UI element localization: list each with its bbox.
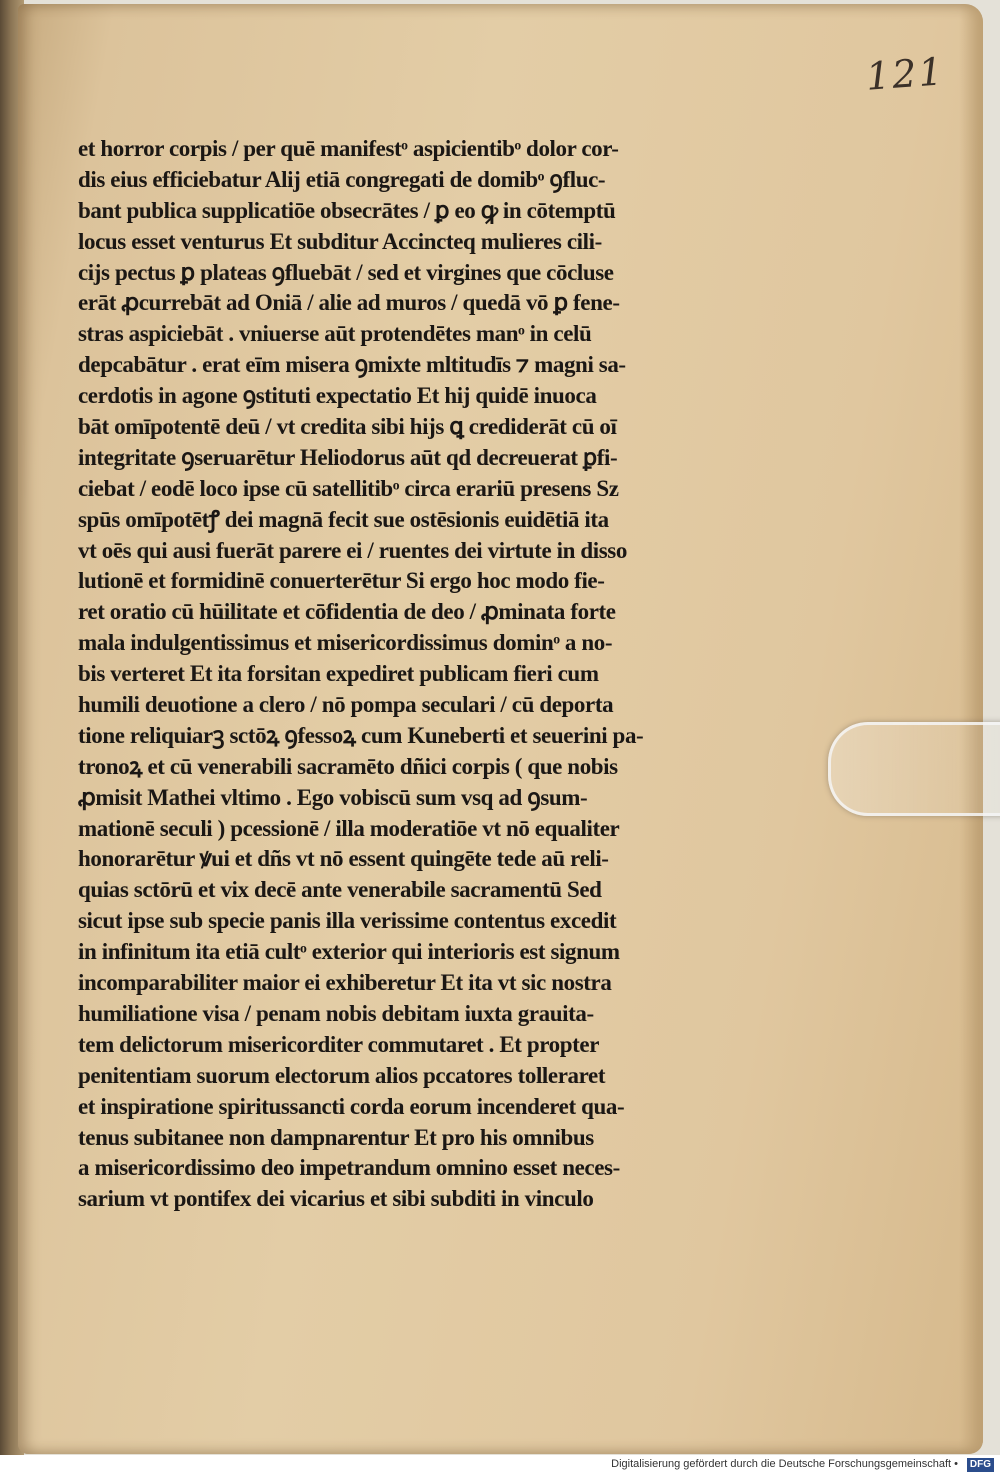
text-line: humiliatione visa / penam nobis debitam iuxta grauita- (78, 1000, 594, 1026)
text-line: bāt omīpotentē deū / vt credita sibi hijs ꝗ crediderāt cū oī (78, 414, 617, 440)
text-line: mala indulgentissimus et misericordissimus dominᵒ a no- (78, 630, 613, 656)
text-line: lutionē et formidinē conuerterētur Si ergo hoc modo fie- (78, 568, 605, 594)
text-line: humili deuotione a clero / nō pompa seculari / cū deporta (78, 692, 614, 718)
text-line: honorarētur ꝟui et dñs vt nō essent quingēte tede aū reli- (78, 846, 609, 872)
text-line: in infinitum ita etiā cultᵒ exterior qui interioris est signum (78, 939, 620, 965)
text-line: vt oēs qui ausi fuerāt parere ei / ruentes dei virtute in disso (78, 537, 627, 563)
text-line: et horror corpis / per quē manifestᵒ aspicientibᵒ dolor cor- (78, 136, 619, 161)
text-line: dis eius efficiebatur Alij etiā congregati de domibᵒ ꝯfluc- (78, 166, 606, 192)
text-line: locus esset venturus Et subditur Accincteq mulieres cili- (78, 228, 602, 254)
text-line: cijs pectus ꝑ plateas ꝯfluebāt / sed et virgines que cōcluse (78, 259, 614, 285)
body-text (78, 134, 718, 1215)
text-line: erāt ꝓcurrebāt ad Oniā / alie ad muros / quedā vō ꝑ fene- (78, 290, 620, 316)
funding-credit: Digitalisierung gefördert durch die Deutsche Forschungsgemeinschaft • (611, 1458, 958, 1470)
text-line: depcabātur . erat eīm misera ꝯmixte mltitudīs ⁊ magni sa- (78, 352, 626, 378)
folio-number: 121 (864, 49, 946, 99)
text-line: quias sctōrū et vix decē ante venerabile sacramentū Sed (78, 877, 602, 903)
text-line: tronoꝝ et cū venerabili sacramēto dñici corpis ( que nobis (78, 753, 618, 779)
footer-bar (0, 1455, 1000, 1476)
scanner-clip (828, 722, 1000, 816)
text-line: ret oratio cū hūilitate et cōfidentia de deo / ꝓminata forte (78, 599, 616, 625)
text-line: sarium vt pontifex dei vicarius et sibi subditi in vinculo (78, 1186, 594, 1212)
text-line: tione reliquiarꝫ sctōꝝ ꝯfessoꝝ cum Kuneberti et seuerini pa- (78, 722, 644, 748)
text-line: penitentiam suorum electorum alios pccatores tolleraret (78, 1062, 606, 1088)
text-line: et inspiratione spiritussancti corda eorum incenderet qua- (78, 1093, 625, 1119)
text-line: sicut ipse sub specie panis illa verissime contentus excedit (78, 908, 617, 934)
text-line: bant publica supplicatiōe obsecrātes / ꝑ eo ꝙ in cōtemptū (78, 197, 616, 223)
text-line: integritate ꝯseruarētur Heliodorus aūt qd decreuerat ꝑfi- (78, 444, 618, 470)
dfg-logo: DFG (967, 1458, 994, 1472)
text-line: stras aspiciebāt . vniuerse aūt protendētes manᵒ in celū (78, 321, 592, 347)
text-line: cerdotis in agone ꝯstituti expectatio Et hij quidē inuoca (78, 383, 597, 409)
text-line: ꝓmisit Mathei vltimo . Ego vobiscū sum vsq ad ꝯsum- (78, 784, 588, 810)
text-line: a misericordissimo deo impetrandum omnino esset neces- (78, 1155, 620, 1181)
text-line: incomparabiliter maior ei exhiberetur Et ita vt sic nostra (78, 970, 612, 996)
text-line: tenus subitanee non dampnarentur Et pro his omnibus (78, 1124, 594, 1150)
text-line: tem delictorum misericorditer commutaret . Et propter (78, 1031, 600, 1057)
text-line: mationē seculi ) pcessionē / illa moderatiōe vt nō equaliter (78, 815, 620, 841)
text-line: ciebat / eodē loco ipse cū satellitibᵒ circa erariū presens Sz (78, 475, 619, 501)
text-line: spūs omīpotētꝭ dei magnā fecit sue ostēsionis euidētiā ita (78, 506, 609, 532)
text-line: bis verteret Et ita forsitan expediret publicam fieri cum (78, 661, 599, 687)
